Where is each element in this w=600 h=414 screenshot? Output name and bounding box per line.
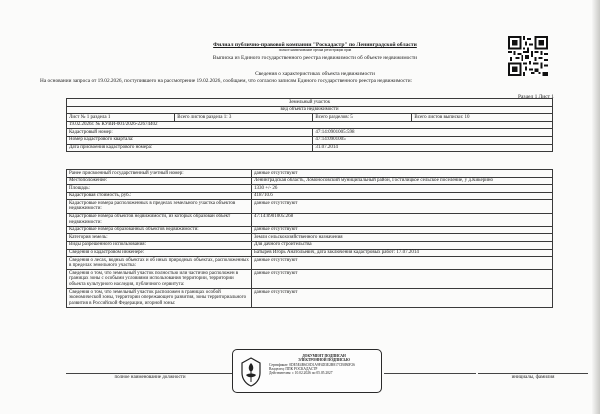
details-row xyxy=(67,185,553,193)
assignment-date-label: Дата присвоения кадастрового номера: xyxy=(67,144,313,152)
details-row xyxy=(67,234,553,242)
details-row xyxy=(67,289,553,308)
org-caption: полное наименование органа регистрации прав xyxy=(278,48,352,52)
stamp-line-esign: ЭЛЕКТРОННОЙ ПОДПИСЬЮ xyxy=(298,358,350,363)
details-value: 47:14:0901005:268 xyxy=(252,213,553,226)
object-header-table xyxy=(66,98,553,152)
details-row xyxy=(67,270,553,289)
object-type-caption: вид объекта недвижимости xyxy=(67,106,553,114)
signature-line-position xyxy=(66,373,234,374)
position-caption: полное наименование должности xyxy=(114,375,186,380)
details-label: Сведения о том, что земельный участок полностью или частично расположен в границах зоны с особыми условиями использования территории, территории объекта культурного наследия, публичного сервитута: xyxy=(67,270,252,289)
cadastral-quarter-value: 47:14:0901005 xyxy=(313,136,553,144)
stamp-text xyxy=(269,354,379,375)
signature-line-sign xyxy=(384,373,476,374)
details-row xyxy=(67,192,553,200)
stamp-line-signed: ДОКУМЕНТ ПОДПИСАН xyxy=(302,354,346,358)
details-value: данные отсутствуют xyxy=(252,270,553,289)
details-row xyxy=(67,257,553,270)
e-signature-stamp xyxy=(232,349,382,393)
details-row xyxy=(67,213,553,226)
details-label: Площадь: xyxy=(67,185,252,193)
object-type: Земельный участок xyxy=(67,99,553,107)
details-label: Ранее присвоенный государственный учетный номер: xyxy=(67,170,252,178)
details-label: Сведения о том, что земельный участок расположен в границах особой экономической зоны, территории опережающего развития, зоны территориального развития в Российской Федерации, игорной зоны: xyxy=(67,289,252,308)
details-row xyxy=(67,241,553,249)
details-value: Земли сельскохозяйственного назначения xyxy=(252,234,553,242)
details-value: данные отсутствуют xyxy=(252,200,553,213)
details-label: Категория земель: xyxy=(67,234,252,242)
details-value: данные отсутствуют xyxy=(252,257,553,270)
emblem-icon xyxy=(239,356,263,388)
extract-sheets-total: Всего листов выписки: 10 xyxy=(412,114,553,122)
details-label: Сведения о лесах, водных объектах и об иных природных объектах, расположенных в пределах земельного участка: xyxy=(67,257,252,270)
request-reference: 19.02.2026г. № КУВИ-001/2026-22674402 xyxy=(67,121,553,129)
signature-line-name xyxy=(478,373,588,374)
details-label: Кадастровая стоимость, руб.: xyxy=(67,192,252,200)
scan-shadow-edge xyxy=(592,0,600,414)
details-value: данные отсутствуют xyxy=(252,289,553,308)
details-value: Для дачного строительства xyxy=(252,241,553,249)
cadastral-quarter-label: Номер кадастрового квартала: xyxy=(67,136,313,144)
stamp-line-cert: Сертификат: 0DE5E4B6C0D1A9F4D3E2B817CE0B0F26 xyxy=(269,362,355,367)
sections-total: Всего разделов: 5 xyxy=(313,114,412,122)
document-title: Выписка из Единого государственного реестра недвижимости об объекте недвижимости xyxy=(212,55,418,61)
details-value: Батырев Игорь Анатольевич, дата заключения кадастровых работ: 17.07.2014 xyxy=(252,249,553,257)
name-caption: инициалы, фамилия xyxy=(511,375,555,380)
sheet-number: Лист № 1 раздела 1 xyxy=(67,114,175,122)
qr-code-icon xyxy=(508,36,548,76)
details-row xyxy=(67,249,553,257)
details-row xyxy=(67,200,553,213)
details-row xyxy=(67,226,553,234)
details-value: данные отсутствуют xyxy=(252,170,553,178)
basis-text: На основании запроса от 19.02.2026, поступившего на рассмотрение 19.02.2026, сообщаем, что согласно записям Единого государственного реестра недвижимости: xyxy=(40,78,413,84)
org-name: Филиал публично-правовой компании "Роскадастр" по Ленинградской области xyxy=(213,42,417,48)
details-value: данные отсутствуют xyxy=(252,226,553,234)
cadastral-number-label: Кадастровый номер: xyxy=(67,129,313,137)
stamp-line-owner: Владелец: ППК РОСКАДАСТР xyxy=(269,366,318,371)
cadastral-number-value: 47:14:0901005:598 xyxy=(313,129,553,137)
details-row xyxy=(67,170,553,178)
section-sheet-label: Раздел 1 Лист 1 xyxy=(518,94,554,100)
details-row xyxy=(67,177,553,185)
details-label: Виды разрешенного использования: xyxy=(67,241,252,249)
assignment-date-value: 31.07.2014 xyxy=(313,144,553,152)
details-value: 418710.6 xyxy=(252,192,553,200)
object-details-table xyxy=(66,169,553,308)
section-sheets-total: Всего листов раздела 1: 3 xyxy=(175,114,313,122)
details-value: Ленинградская область, Ломоносовский муниципальный район, Гостилицкое сельское поселение, у д.Кикерино xyxy=(252,177,553,185)
section-title: Сведения о характеристиках объекта недвижимости xyxy=(255,71,375,77)
details-label: Кадастровые номера расположенных в пределах земельного участка объектов недвижимости: xyxy=(67,200,252,213)
stamp-line-valid: Действителен: с 10.02.2026 по 05.05.2027 xyxy=(269,371,333,376)
details-label: Кадастровые номера объектов недвижимости, из которых образован объект недвижимости: xyxy=(67,213,252,226)
details-label: Местоположение: xyxy=(67,177,252,185)
details-label: Сведения о кадастровом инженере: xyxy=(67,249,252,257)
details-value: 1330 +/- 26 xyxy=(252,185,553,193)
details-label: Кадастровые номера образованных объектов недвижимости: xyxy=(67,226,252,234)
